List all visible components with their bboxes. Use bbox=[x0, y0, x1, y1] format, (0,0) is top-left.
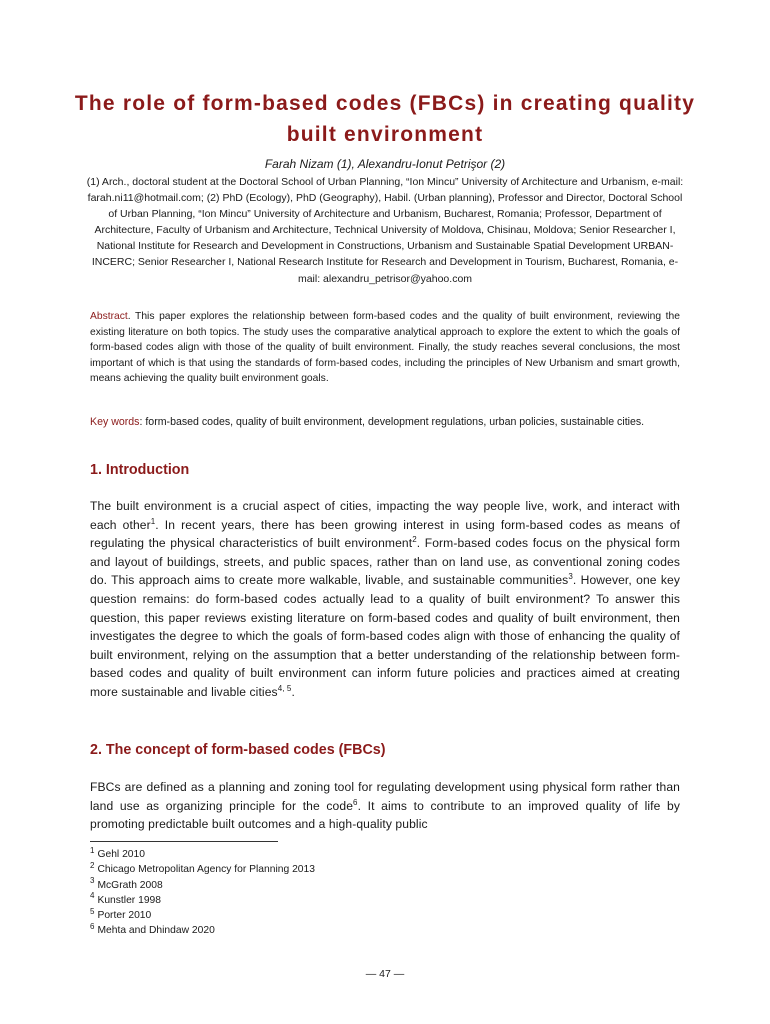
section-heading-fbc-concept: 2. The concept of form-based codes (FBCs) bbox=[90, 742, 386, 758]
footnote: $^6$ Mehta and Dhindaw 2020 bbox=[90, 922, 215, 937]
footnote-ref: 1 bbox=[150, 516, 156, 526]
footnote: $^2$ Chicago Metropolitan Agency for Planning 2013 bbox=[90, 860, 315, 876]
footnote: $^4$ Kunstler 1998 bbox=[90, 891, 161, 906]
footnote-ref: 3 bbox=[568, 572, 573, 582]
abstract-text: . This paper explores the relationship between form-based codes and the quality of built environment, reviewing the existing literature on both topics. The study uses the comparative analytical approach to explore the extent to which the goals of form-based codes align with those of the quality of built environment. Finally, the study reaches several conclusions, the most important of which is that using the standards of form-based codes, including the principles of New Urbanism and smart growth, means achieving the quality built environment goals. bbox=[90, 311, 680, 385]
page-number: — 47 — bbox=[365, 968, 405, 980]
keywords-text: : form-based codes, quality of built environment, development regulations, urban policies, sustainable cities. bbox=[139, 416, 645, 428]
footnote: $^1$ Gehl 2010 bbox=[90, 845, 145, 860]
author-list: Farah Nizam (1), Alexandru-Ionut Petrişor (2) bbox=[264, 157, 506, 171]
footnote: $^5$ Porter 2010 bbox=[90, 906, 152, 922]
footnote-ref: 2 bbox=[412, 535, 417, 545]
paper-title: The role of form-based codes (FBCs) in creating quality built environment bbox=[74, 92, 696, 146]
keywords bbox=[90, 414, 680, 431]
fbc-concept-paragraph: FBCs are defined as a planning and zoning tool for regulating development using physical form rather than land use as organizing principle for the code$^6$. It aims to contribute to an improved quality of life by promoting predictable built outcomes and a high-quality public bbox=[90, 780, 680, 832]
footnote-divider bbox=[90, 841, 278, 842]
footnote-ref: 4, 5 bbox=[277, 683, 292, 693]
introduction-paragraph: The built environment is a crucial aspect of cities, impacting the way people live, work, and interact with each other$^1$. In recent years, there has been growing interest in using form-based codes as means of regulating the physical characteristics of built environment$^2$. Form-based codes focus on the physical form and layout of buildings, streets, and public spaces, rather than on land use, as conventional zoning codes do. This approach aims to create more walkable, livable, and sustainable communities$^3$. However, one key question remains: do form-based codes actually lead to a quality of built environment? To answer this question, this paper reviews existing literature on form-based codes and quality of built environment, then investigates the degree to which the goals of form-based codes align with those of enhancing the quality of built environment, relying on the assumption that a better understanding of the relationship between form-based codes and quality of built environment can inform future policies and practices aimed at creating more sustainable and livable cities$^{4, 5}$. bbox=[90, 499, 680, 699]
footnote-ref: 6 bbox=[353, 797, 358, 807]
abstract bbox=[90, 309, 680, 387]
section-heading-introduction: 1. Introduction bbox=[90, 462, 190, 478]
affiliations: (1) Arch., doctoral student at the Doctoral School of Urban Planning, “Ion Mincu” University of Architecture and Urbanism, e-mail: farah.ni11@hotmail.com; (2) PhD (Ecology), PhD (Geography), Habil. (Urban planning), Professor and Director, Doctoral School of Urban Planning, “Ion Mincu” University of Architecture and Urbanism, Bucharest, Romania; Professor, Department of Architecture, Faculty of Urbanism and Architecture, Technical University of Moldova, Chisinau, Moldova; Senior Researcher I, National Institute for Research and Development in Constructions, Urbanism and Sustainable Spatial Development URBAN-INCERC; Senior Researcher I, National Research Institute for Research and Development in Tourism, Bucharest, Romania, e-mail: alexandru_petrisor@yahoo.com bbox=[86, 176, 684, 285]
footnote: $^3$ McGrath 2008 bbox=[90, 876, 163, 891]
abstract-label: Abstract bbox=[90, 311, 128, 322]
keywords-label: Key words bbox=[90, 416, 140, 428]
footnote-list bbox=[90, 847, 315, 939]
